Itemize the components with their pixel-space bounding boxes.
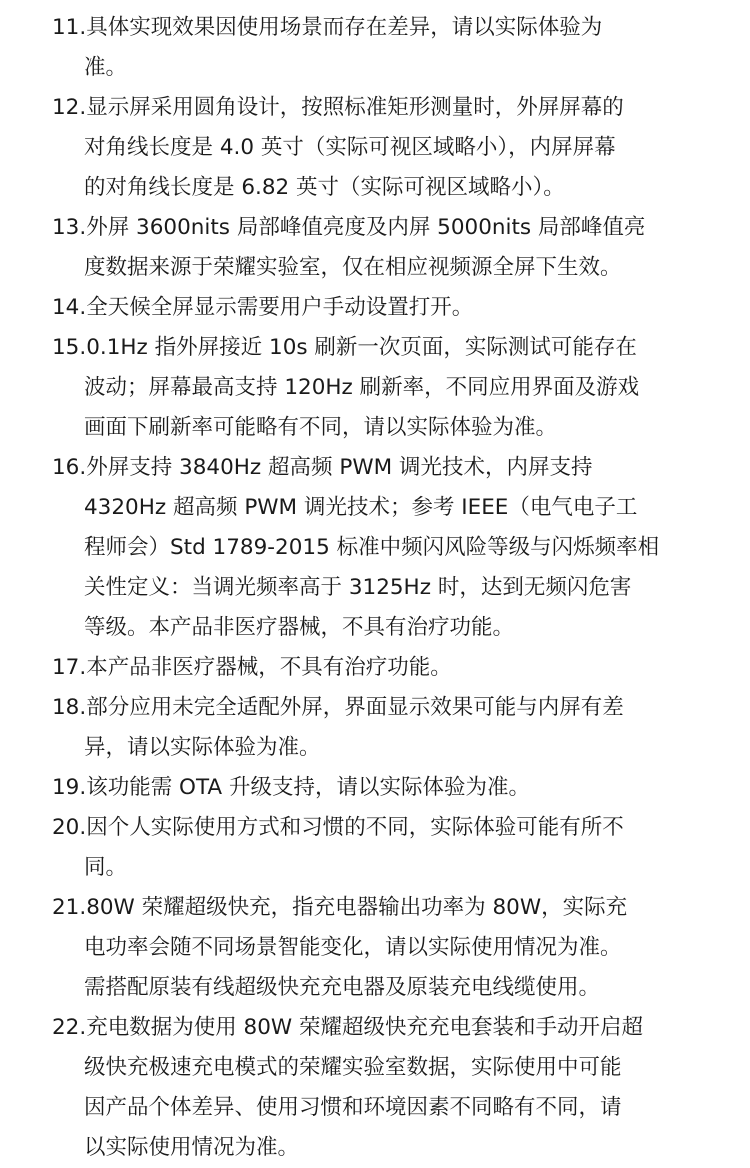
footnote-line xyxy=(0,488,750,528)
footnote-number: 11. xyxy=(52,15,87,40)
footnote-line xyxy=(0,328,750,368)
footnote-text: 需搭配原装有线超级快充充电器及原装充电线缆使用。 xyxy=(84,975,601,1000)
footnote-text: 电功率会随不同场景智能变化，请以实际使用情况为准。 xyxy=(84,935,622,960)
footnote-number: 20. xyxy=(52,815,87,840)
footnote-line xyxy=(0,648,750,688)
footnote-line xyxy=(0,448,750,488)
footnote-line xyxy=(0,168,750,208)
footnote-line xyxy=(0,768,750,808)
footnote-line xyxy=(0,248,750,288)
footnote-text: 以实际使用情况为准。 xyxy=(84,1135,300,1160)
footnote-text: 全天候全屏显示需要用户手动设置打开。 xyxy=(86,295,474,320)
footnote-line xyxy=(0,1048,750,1088)
footnote-number: 22. xyxy=(52,1015,87,1040)
footnote-text: 对角线长度是 4.0 英寸（实际可视区域略小），内屏屏幕 xyxy=(84,135,616,160)
footnote-item xyxy=(0,808,750,888)
footnote-line xyxy=(0,568,750,608)
footnote-item xyxy=(0,888,750,1008)
footnote-line xyxy=(0,808,750,848)
footnote-item xyxy=(0,448,750,648)
footnote-text: 画面下刷新率可能略有不同，请以实际体验为准。 xyxy=(84,415,558,440)
footnote-text: 因个人实际使用方式和习惯的不同，实际体验可能有所不 xyxy=(86,815,624,840)
footnote-text: 本产品非医疗器械，不具有治疗功能。 xyxy=(86,655,452,680)
footnote-text: 80W 荣耀超级快充，指充电器输出功率为 80W，实际充 xyxy=(86,895,628,920)
footnote-line xyxy=(0,1008,750,1048)
footnote-text: 异，请以实际体验为准。 xyxy=(84,735,321,760)
footnote-text: 部分应用未完全适配外屏，界面显示效果可能与内屏有差 xyxy=(86,695,624,720)
footnote-line xyxy=(0,1088,750,1128)
footnote-line xyxy=(0,608,750,648)
footnote-item xyxy=(0,88,750,208)
footnote-text: 波动；屏幕最高支持 120Hz 刷新率，不同应用界面及游戏 xyxy=(84,375,640,400)
footnote-item xyxy=(0,328,750,448)
footnote-text: 该功能需 OTA 升级支持，请以实际体验为准。 xyxy=(86,775,530,800)
footnote-number: 21. xyxy=(52,895,87,920)
footnote-text: 关性定义：当调光频率高于 3125Hz 时，达到无频闪危害 xyxy=(84,575,632,600)
footnote-line xyxy=(0,1128,750,1168)
footnote-text: 充电数据为使用 80W 荣耀超级快充充电套装和手动开启超 xyxy=(86,1015,643,1040)
footnote-item xyxy=(0,8,750,88)
footnote-text: 显示屏采用圆角设计，按照标准矩形测量时，外屏屏幕的 xyxy=(86,95,624,120)
footnote-line xyxy=(0,128,750,168)
footnote-item xyxy=(0,768,750,808)
footnote-item xyxy=(0,688,750,768)
footnote-text: 因产品个体差异、使用习惯和环境因素不同略有不同，请 xyxy=(84,1095,622,1120)
footnote-line xyxy=(0,8,750,48)
footnote-line xyxy=(0,928,750,968)
footnote-line xyxy=(0,368,750,408)
footnote-text: 度数据来源于荣耀实验室，仅在相应视频源全屏下生效。 xyxy=(84,255,622,280)
footnote-line xyxy=(0,88,750,128)
footnote-number: 12. xyxy=(52,95,87,120)
footnote-text: 0.1Hz 指外屏接近 10s 刷新一次页面，实际测试可能存在 xyxy=(86,335,637,360)
footnote-text: 具体实现效果因使用场景而存在差异，请以实际体验为 xyxy=(86,15,603,40)
footnote-text: 4320Hz 超高频 PWM 调光技术；参考 IEEE（电气电子工 xyxy=(84,495,638,520)
footnote-number: 14. xyxy=(52,295,87,320)
footnote-line xyxy=(0,408,750,448)
footnote-number: 19. xyxy=(52,775,87,800)
footnote-item xyxy=(0,288,750,328)
footnote-text: 外屏支持 3840Hz 超高频 PWM 调光技术，内屏支持 xyxy=(86,455,593,480)
footnote-line xyxy=(0,888,750,928)
footnote-line xyxy=(0,208,750,248)
footnote-text: 外屏 3600nits 局部峰值亮度及内屏 5000nits 局部峰值亮 xyxy=(86,215,646,240)
footnote-number: 18. xyxy=(52,695,87,720)
footnote-text: 同。 xyxy=(84,855,128,880)
footnote-text: 程师会）Std 1789-2015 标准中频闪风险等级与闪烁频率相 xyxy=(84,535,660,560)
footnote-line xyxy=(0,688,750,728)
footnote-number: 17. xyxy=(52,655,87,680)
footnote-item xyxy=(0,648,750,688)
footnote-line xyxy=(0,728,750,768)
footnote-text: 等级。本产品非医疗器械，不具有治疗功能。 xyxy=(84,615,515,640)
footnote-item xyxy=(0,208,750,288)
footnote-number: 13. xyxy=(52,215,87,240)
footnote-item xyxy=(0,1008,750,1168)
footnote-text: 的对角线长度是 6.82 英寸（实际可视区域略小）。 xyxy=(84,175,565,200)
footnote-number: 16. xyxy=(52,455,87,480)
footnote-line xyxy=(0,968,750,1008)
footnote-text: 级快充极速充电模式的荣耀实验室数据，实际使用中可能 xyxy=(84,1055,622,1080)
footnote-line xyxy=(0,288,750,328)
footnote-line xyxy=(0,848,750,888)
footnote-line xyxy=(0,48,750,88)
footnote-number: 15. xyxy=(52,335,87,360)
footnote-text: 准。 xyxy=(84,55,128,80)
footnote-line xyxy=(0,528,750,568)
